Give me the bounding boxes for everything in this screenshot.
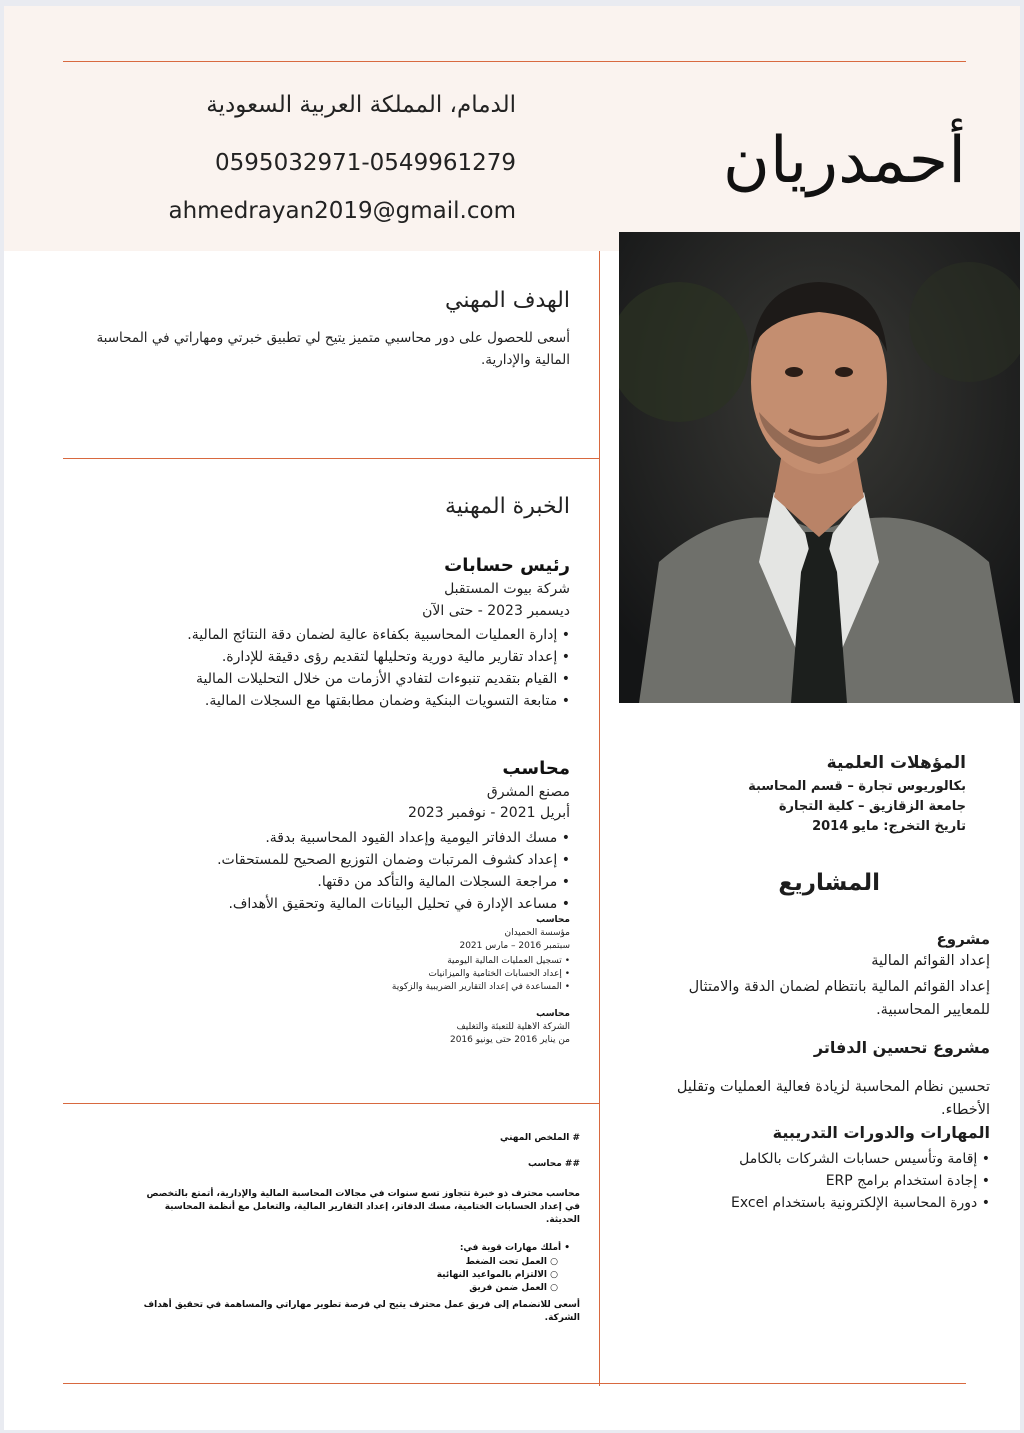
list-item: • دورة المحاسبة الإلكترونية باستخدام Excel (731, 1192, 990, 1214)
summary-closing: أسعى للانضمام إلى فريق عمل محترف يتيح لي فرصة تطوير مهاراتي والمساهمة في تحقيق أهداف الشركة. (143, 1300, 580, 1323)
list-item: • إعداد تقارير مالية دورية وتحليلها لتقديم رؤى دقيقة للإدارة. (187, 646, 570, 668)
portrait-illustration (619, 232, 1020, 703)
column-divider (599, 251, 600, 1386)
list-item: • إجادة استخدام برامج ERP (731, 1170, 990, 1192)
job-2-title: محاسب (502, 758, 570, 779)
project-1-description: إعداد القوائم المالية بانتظام لضمان الدقة والامتثال للمعايير المحاسبية. (688, 979, 990, 1018)
list-item: • إعداد كشوف المرتبات وضمان التوزيع الصحيح للمستحقات. (217, 849, 570, 871)
university-text: جامعة الزقازيق – كلية التجارة (778, 799, 966, 814)
phone-text: 0595032971-0549961279 (215, 150, 516, 176)
job-1-company: شركة بيوت المستقبل (444, 581, 570, 597)
list-item: ○ الالتزام بالمواعيد النهائية (437, 1269, 558, 1282)
graduation-text: تاريخ التخرج: مايو 2014 (812, 819, 966, 834)
list-item: • إدارة العمليات المحاسبية بكفاءة عالية لضمان دقة النتائج المالية. (187, 624, 570, 646)
job-3-company: مؤسسة الحميدان (504, 928, 570, 938)
projects-title: المشاريع (778, 870, 880, 896)
skills-list (731, 1148, 990, 1214)
job-3-period: سبتمبر 2016 – مارس 2021 (459, 941, 570, 951)
list-item: • تسجيل العمليات المالية اليومية (392, 955, 570, 968)
job-2-duties (217, 827, 570, 915)
resume-page (4, 6, 1020, 1430)
summary-heading: # الملخص المهني (500, 1133, 580, 1143)
profile-photo (619, 232, 1020, 703)
job-3-title: محاسب (536, 915, 570, 925)
experience-title: الخبرة المهنية (444, 494, 570, 519)
summary-skill-list (437, 1256, 558, 1295)
list-item: • إعداد الحسابات الختامية والميزانيات (392, 968, 570, 981)
job-3-duties (392, 955, 570, 994)
objective-title: الهدف المهني (445, 288, 570, 313)
project-1-name: إعداد القوائم المالية (871, 953, 990, 969)
location-text: الدمام، المملكة العربية السعودية (206, 92, 516, 118)
list-item: • متابعة التسويات البنكية وضمان مطابقتها مع السجلات المالية. (187, 690, 570, 712)
job-2-period: أبريل 2021 - نوفمبر 2023 (407, 805, 570, 821)
job-1-title: رئيس حسابات (444, 555, 570, 576)
list-item: • القيام بتقديم تنبوءات لتفادي الأزمات من خلال التحليلات المالية (187, 668, 570, 690)
job-4-title: محاسب (536, 1009, 570, 1019)
objective-divider (63, 458, 600, 459)
skills-title: المهارات والدورات التدريبية (772, 1123, 990, 1142)
bottom-divider (63, 1383, 966, 1384)
project-2-label: مشروع تحسين الدفاتر (813, 1038, 990, 1057)
list-item: • المساعدة في إعداد التقارير الضريبية والزكوية (392, 981, 570, 994)
job-4-period: من يناير 2016 حتى يونيو 2016 (449, 1035, 570, 1045)
summary-paragraph: محاسب محترف ذو خبرة تتجاوز تسع سنوات في مجالات المحاسبة المالية والإدارية، أتمتع بالتخصص في إعداد الحسابات الختامية، مسك الدفاتر، إعداد التقارير المالية، والتعامل مع أنظمة المحاسبة الحديثة. (146, 1189, 580, 1225)
candidate-name: أحمدريان (722, 124, 966, 198)
summary-subheading: ## محاسب (527, 1159, 580, 1169)
top-divider (63, 61, 966, 62)
project-2-description: تحسين نظام المحاسبة لزيادة فعالية العمليات وتقليل الأخطاء. (676, 1079, 990, 1118)
objective-text: أسعى للحصول على دور محاسبي متميز يتيح لي تطبيق خبرتي ومهاراتي في المحاسبة المالية والإدارية. (96, 330, 570, 368)
project-1-label: مشروع (936, 930, 990, 948)
skills-label: • أملك مهارات قوية في: (459, 1243, 570, 1253)
skills-label-text: أملك مهارات قوية في: (459, 1243, 562, 1253)
job-2-company: مصنع المشرق (486, 784, 570, 800)
list-item: • مراجعة السجلات المالية والتأكد من دقتها. (217, 871, 570, 893)
list-item: ○ العمل ضمن فريق (437, 1282, 558, 1295)
job-4-company: الشركة الاهلية للتعبئة والتغليف (456, 1022, 570, 1032)
email-text: ahmedrayan2019@gmail.com (168, 198, 516, 224)
job-1-period: ديسمبر 2023 - حتى الآن (422, 603, 570, 619)
list-item: ○ العمل تحت الضغط (437, 1256, 558, 1269)
experience-divider (63, 1103, 600, 1104)
job-1-duties (187, 624, 570, 712)
degree-text: بكالوريوس تجارة – قسم المحاسبة (748, 779, 966, 794)
list-item: • مسك الدفاتر اليومية وإعداد القيود المحاسبية بدقة. (217, 827, 570, 849)
list-item: • إقامة وتأسيس حسابات الشركات بالكامل (731, 1148, 990, 1170)
qualifications-title: المؤهلات العلمية (826, 753, 966, 773)
list-item: • مساعد الإدارة في تحليل البيانات المالية وتحقيق الأهداف. (217, 893, 570, 915)
